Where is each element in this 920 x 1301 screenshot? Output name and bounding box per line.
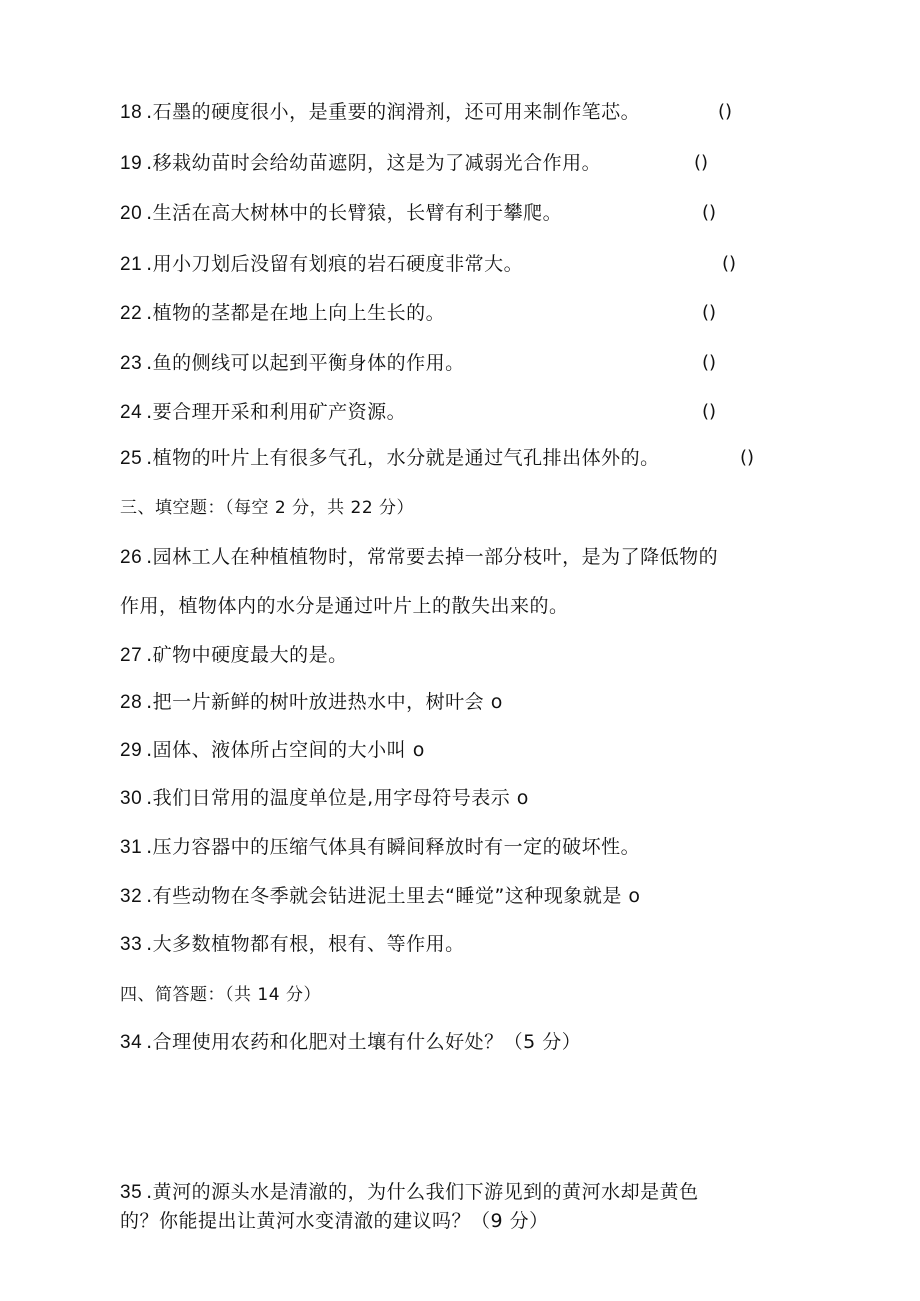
question-item <box>120 1030 581 1055</box>
question-item <box>120 643 348 668</box>
question-item <box>120 545 718 570</box>
question-text: .石墨的硬度很小，是重要的润滑剂，还可用来制作笔芯。 <box>146 101 641 123</box>
question-item <box>120 400 406 425</box>
question-number: 33 <box>120 934 143 955</box>
question-text: .植物的茎都是在地上向上生长的。 <box>146 302 446 324</box>
question-item <box>120 100 640 125</box>
question-number: 34 <box>120 1032 143 1053</box>
question-item <box>120 446 660 471</box>
question-text: .压力容器中的压缩气体具有瞬间释放时有一定的破坏性。 <box>146 836 641 858</box>
question-text: .生活在高大树林中的长臂猿，长臂有利于攀爬。 <box>146 202 563 224</box>
question-number: 26 <box>120 547 143 568</box>
question-item <box>120 1180 699 1205</box>
answer-parentheses[interactable]: () <box>702 352 717 373</box>
question-text: .要合理开采和利用矿产资源。 <box>146 401 407 423</box>
question-text: .植物的叶片上有很多气孔，水分就是通过气孔排出体外的。 <box>146 447 660 469</box>
question-number: 19 <box>120 153 143 174</box>
question-number: 24 <box>120 402 143 423</box>
question-text: .合理使用农药和化肥对土壤有什么好处？（5 分） <box>146 1031 582 1053</box>
section-heading-short-answer: 四、简答题：（共 14 分） <box>120 985 321 1005</box>
question-number: 32 <box>120 886 143 907</box>
question-item <box>120 301 445 326</box>
answer-parentheses[interactable]: () <box>718 101 733 122</box>
question-item <box>120 690 503 715</box>
question-number: 30 <box>120 788 143 809</box>
question-number: 23 <box>120 353 143 374</box>
question-number: 31 <box>120 837 143 858</box>
question-text: .黄河的源头水是清澈的，为什么我们下游见到的黄河水却是黄色 <box>146 1181 699 1203</box>
question-number: 35 <box>120 1182 143 1203</box>
question-text: 的？你能提出让黄河水变清澈的建议吗？（9 分） <box>120 1210 549 1232</box>
answer-parentheses[interactable]: () <box>694 152 709 173</box>
question-item <box>120 738 425 763</box>
question-number: 27 <box>120 645 143 666</box>
question-text: .园林工人在种植植物时，常常要去掉一部分枝叶，是为了降低物的 <box>146 546 719 568</box>
question-number: 18 <box>120 102 143 123</box>
question-number: 21 <box>120 254 143 275</box>
question-item <box>120 884 641 909</box>
question-continuation <box>120 594 569 618</box>
answer-parentheses[interactable]: () <box>702 202 717 223</box>
answer-parentheses[interactable]: () <box>722 253 737 274</box>
question-item <box>120 786 529 811</box>
question-text: .把一片新鲜的树叶放进热水中，树叶会 o <box>146 691 503 713</box>
question-text: .有些动物在冬季就会钻进泥土里去“睡觉”这种现象就是 o <box>146 885 641 907</box>
question-text: .矿物中硬度最大的是。 <box>146 644 348 666</box>
question-item <box>120 201 562 226</box>
question-item <box>120 835 640 860</box>
question-text: 作用，植物体内的水分是通过叶片上的散失出来的。 <box>120 595 569 617</box>
question-text: .我们日常用的温度单位是,用字母符号表示 o <box>146 787 529 809</box>
section-heading-fill-in: 三、填空题：（每空 2 分，共 22 分） <box>120 498 415 518</box>
question-number: 28 <box>120 692 143 713</box>
question-text: .鱼的侧线可以起到平衡身体的作用。 <box>146 352 465 374</box>
question-text: .大多数植物都有根，根有、等作用。 <box>146 933 465 955</box>
answer-parentheses[interactable]: () <box>740 447 755 468</box>
question-item <box>120 932 465 957</box>
question-number: 20 <box>120 203 143 224</box>
question-number: 25 <box>120 448 143 469</box>
question-continuation <box>120 1209 549 1233</box>
answer-parentheses[interactable]: () <box>702 401 717 422</box>
question-item <box>120 252 523 277</box>
question-item <box>120 151 601 176</box>
question-item <box>120 351 465 376</box>
question-text: .固体、液体所占空间的大小叫 o <box>146 739 425 761</box>
answer-parentheses[interactable]: () <box>702 302 717 323</box>
question-text: .用小刀划后没留有划痕的岩石硬度非常大。 <box>146 253 524 275</box>
question-number: 22 <box>120 303 143 324</box>
question-number: 29 <box>120 740 143 761</box>
question-text: .移栽幼苗时会给幼苗遮阴，这是为了减弱光合作用。 <box>146 152 602 174</box>
